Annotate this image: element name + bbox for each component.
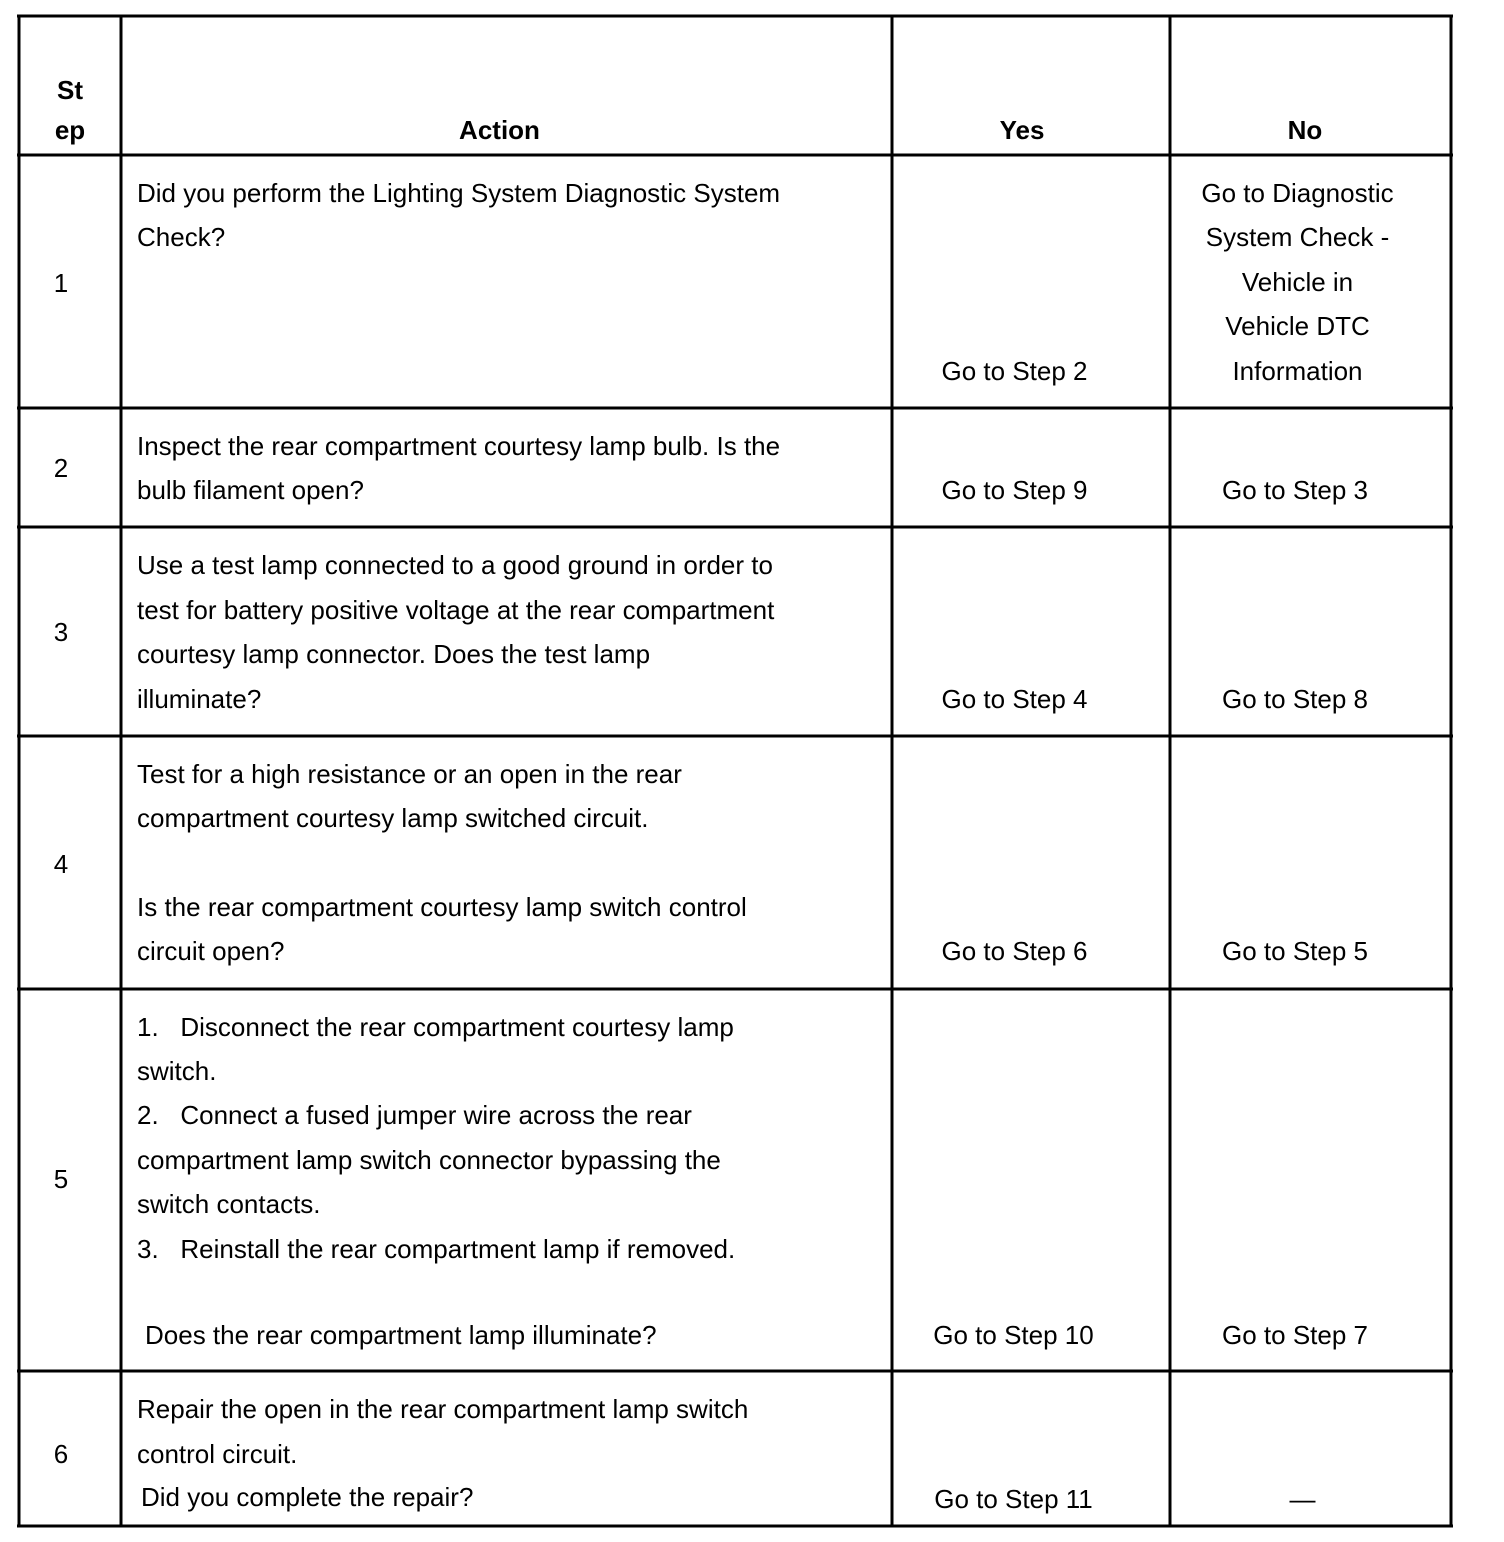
action-text: compartment lamp switch connector bypassing the [137, 1145, 721, 1175]
yes-result: Go to Step 11 [934, 1484, 1093, 1514]
action-text: courtesy lamp connector. Does the test lamp [137, 639, 651, 669]
action-text: circuit open? [137, 936, 285, 966]
step-number: 1 [53, 268, 69, 298]
no-result: — [1289, 1484, 1316, 1514]
action-text: Test for a high resistance or an open in the rear [137, 759, 682, 789]
yes-result: Go to Step 10 [933, 1320, 1094, 1350]
no-result: Go to Step 8 [1222, 684, 1368, 714]
action-text: Use a test lamp connected to a good ground in order to [137, 550, 773, 580]
yes-result: Go to Step 4 [941, 684, 1088, 714]
action-text: bulb filament open? [137, 475, 364, 505]
yes-result: Go to Step 9 [941, 475, 1088, 505]
no-result: Go to Diagnostic [1201, 178, 1394, 208]
header-yes: Yes [999, 115, 1045, 145]
no-result: Information [1232, 356, 1363, 386]
step-number: 5 [53, 1164, 69, 1194]
action-text: Inspect the rear compartment courtesy lamp bulb. Is the [137, 431, 781, 461]
action-text: 1. Disconnect the rear compartment courtesy lamp [137, 1012, 734, 1042]
no-result: Go to Step 5 [1222, 936, 1368, 966]
yes-result: Go to Step 6 [941, 936, 1088, 966]
action-text: 2. Connect a fused jumper wire across the rear [137, 1100, 692, 1130]
header-step [19, 70, 121, 150]
no-result: Vehicle DTC [1225, 311, 1370, 341]
header-step-line1: St [57, 75, 83, 105]
action-text: Did you complete the repair? [141, 1482, 474, 1512]
no-result: Go to Step 7 [1222, 1320, 1368, 1350]
action-text: Repair the open in the rear compartment lamp switch [137, 1394, 749, 1424]
action-text: Does the rear compartment lamp illuminate? [145, 1320, 657, 1350]
action-text: compartment courtesy lamp switched circuit. [137, 803, 649, 833]
step-number: 4 [53, 849, 69, 879]
action-text: illuminate? [137, 684, 262, 714]
action-text: switch contacts. [137, 1189, 321, 1219]
yes-result: Go to Step 2 [941, 356, 1088, 386]
header-step-line2: ep [54, 115, 86, 145]
action-text: test for battery positive voltage at the rear compartment [137, 595, 775, 625]
step-number: 2 [53, 453, 69, 483]
header-no: No [1287, 115, 1323, 145]
no-result: System Check - [1205, 222, 1390, 252]
action-text: Check? [137, 222, 226, 252]
action-text: Is the rear compartment courtesy lamp switch control [137, 892, 747, 922]
no-result: Go to Step 3 [1222, 475, 1368, 505]
step-number: 3 [53, 617, 69, 647]
action-text: 3. Reinstall the rear compartment lamp if removed. [137, 1234, 736, 1264]
step-number: 6 [53, 1439, 69, 1469]
no-result: Vehicle in [1241, 267, 1354, 297]
header-action: Action [459, 115, 540, 145]
action-text: switch. [137, 1056, 217, 1086]
action-text: control circuit. [137, 1439, 298, 1469]
action-text: Did you perform the Lighting System Diagnostic System [137, 178, 781, 208]
